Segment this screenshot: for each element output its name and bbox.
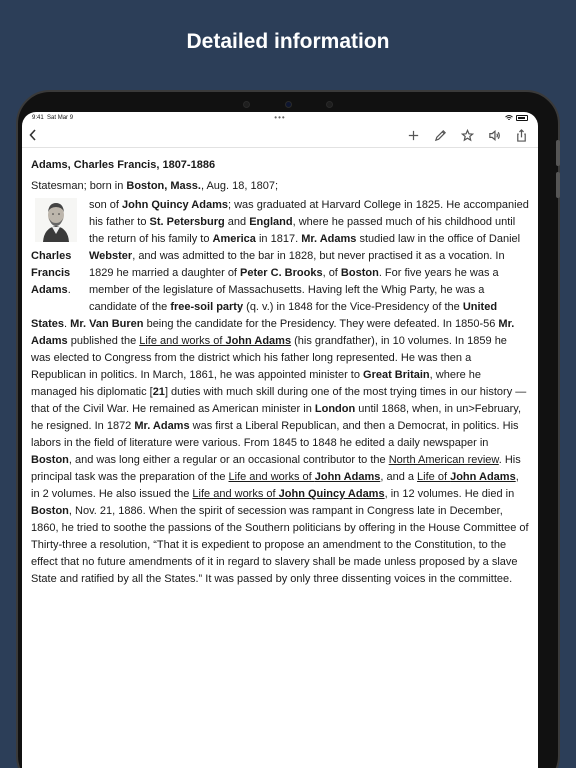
volume-button: [556, 140, 560, 166]
portrait-box: [31, 197, 81, 299]
entry-text: , and a: [380, 471, 418, 483]
entry-text: , and was long either a regular or an occasional contributor to the: [68, 454, 389, 466]
toolbar-actions: [407, 128, 528, 142]
entry-text: in 1817.: [255, 233, 302, 245]
cross-reference-link[interactable]: Life and works of: [192, 488, 279, 500]
cross-reference-link[interactable]: Life and works of: [139, 335, 226, 347]
entry-text: son of: [89, 199, 123, 211]
bold-term: Great Britain: [363, 369, 430, 381]
back-chevron-icon[interactable]: [28, 128, 38, 146]
volume-button: [556, 172, 560, 198]
entry-text: . For five years he was a member of the legislature of Massachusetts. Having left the Whig Party, he was a candidate of the: [89, 267, 499, 313]
bold-term: America: [212, 233, 256, 245]
camera-bar: [243, 99, 333, 109]
cross-reference-link[interactable]: Life of: [417, 471, 451, 483]
entry-text: , of: [322, 267, 341, 279]
entry-text: . His principal task was the preparation of the: [31, 454, 521, 483]
entry-text: and: [224, 216, 250, 228]
bold-term: John Quincy Adams: [122, 199, 228, 211]
entry-text: (q. v.) in 1848 for the Vice-Presidency of the: [243, 301, 463, 313]
bold-term: England: [249, 216, 293, 228]
sensor-dot: [243, 101, 250, 108]
status-bar: [22, 112, 538, 126]
status-time: 9:41 Sat Mar 9: [32, 115, 74, 121]
bold-term: free-soil party: [170, 301, 244, 313]
bold-term: St. Petersburg: [149, 216, 225, 228]
entry-text: ] duties with much skill during one of the most trying times in our history — that of the Civil War. He remained as American minister in: [31, 386, 527, 415]
entry-article: [22, 148, 538, 588]
share-icon[interactable]: [515, 128, 528, 142]
bold-term: Mr. Van Buren: [70, 318, 144, 330]
multitask-dots[interactable]: •••: [274, 113, 286, 122]
portrait-engraving[interactable]: [35, 198, 77, 242]
entry-text: until 1868, when, in un>February, he resigned. In 1872: [31, 403, 522, 432]
battery-icon: [516, 115, 528, 121]
toolbar: [22, 126, 538, 148]
bold-term: Webster: [89, 250, 133, 262]
plus-icon[interactable]: [407, 128, 420, 142]
entry-text: , in 12 volumes. He died in: [384, 488, 515, 500]
bold-term: Boston: [31, 505, 69, 517]
cross-reference-link[interactable]: John Quincy Adams: [278, 488, 385, 500]
entry-text: .: [64, 318, 71, 330]
entry-text: studied law in the office of Daniel: [356, 233, 521, 245]
wifi-icon: [505, 115, 513, 121]
pencil-icon[interactable]: [434, 128, 447, 142]
portrait-caption: Charles Francis Adams.: [31, 250, 72, 296]
cross-reference-link[interactable]: John Adams: [314, 471, 381, 483]
bold-term: Mr. Adams: [301, 233, 357, 245]
status-icons: [505, 115, 528, 121]
bold-term: Mr. Adams: [134, 420, 190, 432]
entry-body: [31, 197, 529, 588]
entry-text: , where he passed much of his childhood until the return of his family to: [89, 216, 516, 245]
bold-term: Boston: [340, 267, 379, 279]
entry-text: (his grandfather), in 10 volumes. In 1859 he was elected to Congress from the district which his father long represented. He was then a Republican in politics. In March, 1861, he was appointed minister to: [31, 335, 507, 381]
bold-term: Boston: [31, 454, 69, 466]
entry-intro: Statesman; born in Boston, Mass., Aug. 18, 1807;: [31, 180, 279, 192]
entry-text: , where he managed his diplomatic [: [31, 369, 482, 398]
cross-reference-link[interactable]: North American review: [388, 454, 499, 466]
cross-reference-link[interactable]: Life and works of: [228, 471, 315, 483]
promo-title: Detailed information: [186, 30, 390, 53]
screen: [22, 112, 538, 768]
cross-reference-link[interactable]: John Adams: [225, 335, 292, 347]
entry-text: being the candidate for the Presidency. They were defeated. In 1850-56: [143, 318, 499, 330]
entry-text: ; was graduated at Harvard College in 1825. He accompanied his father to: [89, 199, 529, 228]
bold-term: 21: [152, 386, 165, 398]
entry-text: published the: [67, 335, 140, 347]
bold-term: Peter C. Brooks: [240, 267, 323, 279]
entry-text: , Nov. 21, 1886. When the spirit of secession was rampant in Congress late in December, 1860, he tried to soothe the passions of the Southern politicians by offering in the House Committee of Thirty-three a resolution, “That it is expedient to propose an amendment to the Constitution, to the effect that no future amendments of it in regard to slavery shall be made unless proposed by a slave State and ratified by all the States.” It was passed by only three dissenting voices in the committee.: [31, 505, 529, 585]
camera-lens: [285, 101, 292, 108]
star-icon[interactable]: [461, 128, 474, 142]
bold-term: Mr. Adams: [31, 318, 515, 347]
sensor-dot: [326, 101, 333, 108]
entry-headword: Adams, Charles Francis, 1807-1886: [31, 159, 216, 171]
cross-reference-link[interactable]: John Adams: [450, 471, 516, 483]
entry-text: was first a Liberal Republican, and then a Democrat, in politics. His labors in the field of literature were various. From 1845 to 1848 he edited a daily newspaper in: [31, 420, 519, 449]
entry-text: , in 2 volumes. He also issued the: [31, 471, 519, 500]
bold-term: London: [314, 403, 356, 415]
entry-text: , and was admitted to the bar in 1828, but never practised it as a vocation. In 1829 he married a daughter of: [89, 250, 505, 279]
bold-term: United States: [31, 301, 498, 330]
speaker-icon[interactable]: [488, 128, 501, 142]
